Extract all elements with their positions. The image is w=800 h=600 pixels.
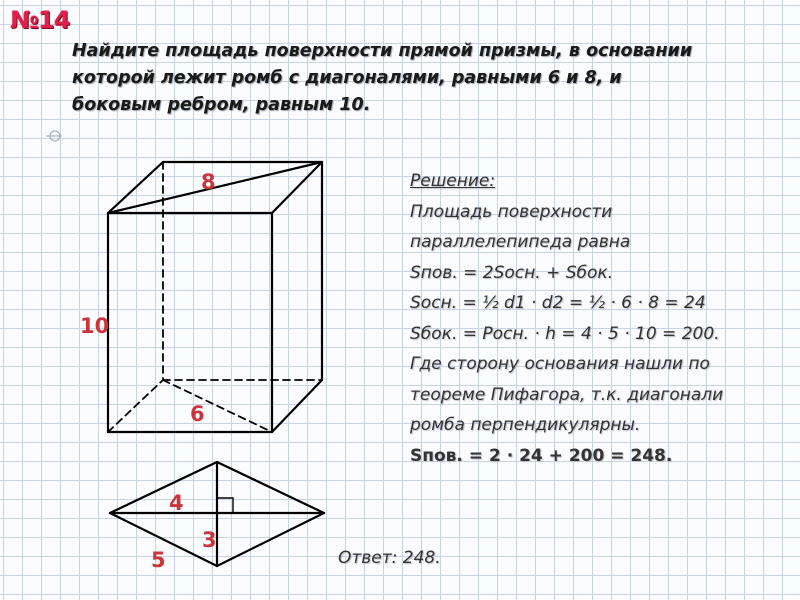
solution-heading: Решение: (410, 171, 496, 191)
problem-statement-line-1: Найдите площадь поверхности прямой призмы, в основании (72, 41, 693, 61)
rhombus-figure (110, 462, 324, 566)
solution-line: Sпов. = 2Sосн. + Sбок. (410, 262, 614, 283)
solution-line: Где сторону основания нашли по (410, 354, 710, 374)
rhombus-side (110, 462, 217, 513)
right-angle-mark (217, 498, 233, 513)
prism-label-top-diagonal: 8 (201, 170, 216, 194)
prism-bottom-diagonal (163, 380, 272, 432)
problem-number: №14 (10, 6, 70, 34)
problem-statement-line-3: боковым ребром, равным 10. (72, 95, 371, 115)
prism-edge (272, 162, 322, 213)
solution-line: параллелепипеда равна (410, 232, 631, 252)
solution-line: Sосн. = ½ d1 · d2 = ½ · 6 · 8 = 24 (410, 293, 706, 313)
solution-block (410, 166, 723, 471)
solution-line: ромба перпендикулярны. (410, 415, 641, 435)
answer: Ответ: 248. (338, 548, 441, 568)
rhombus-label-side: 5 (151, 548, 166, 572)
rhombus-label-half-diagonal-short: 3 (202, 528, 217, 552)
prism-label-bottom-diagonal: 6 (190, 402, 205, 426)
solution-line: Площадь поверхности (410, 201, 613, 222)
prism-figure (108, 162, 322, 432)
prism-edge (272, 380, 322, 432)
rhombus-side (217, 513, 324, 566)
prism-hidden-edge (108, 380, 163, 432)
rhombus-label-half-diagonal-long: 4 (169, 491, 184, 515)
prism-label-lateral-edge: 10 (80, 314, 110, 338)
problem-statement-line-2: которой лежит ромб с диагоналями, равными 6 и 8, и (72, 68, 622, 88)
solution-line: теореме Пифагора, т.к. диагонали (410, 384, 724, 405)
solution-line: Sбок. = Pосн. · h = 4 · 5 · 10 = 200. (410, 323, 720, 344)
solution-final-line: Sпов. = 2 · 24 + 200 = 248. (410, 445, 673, 466)
